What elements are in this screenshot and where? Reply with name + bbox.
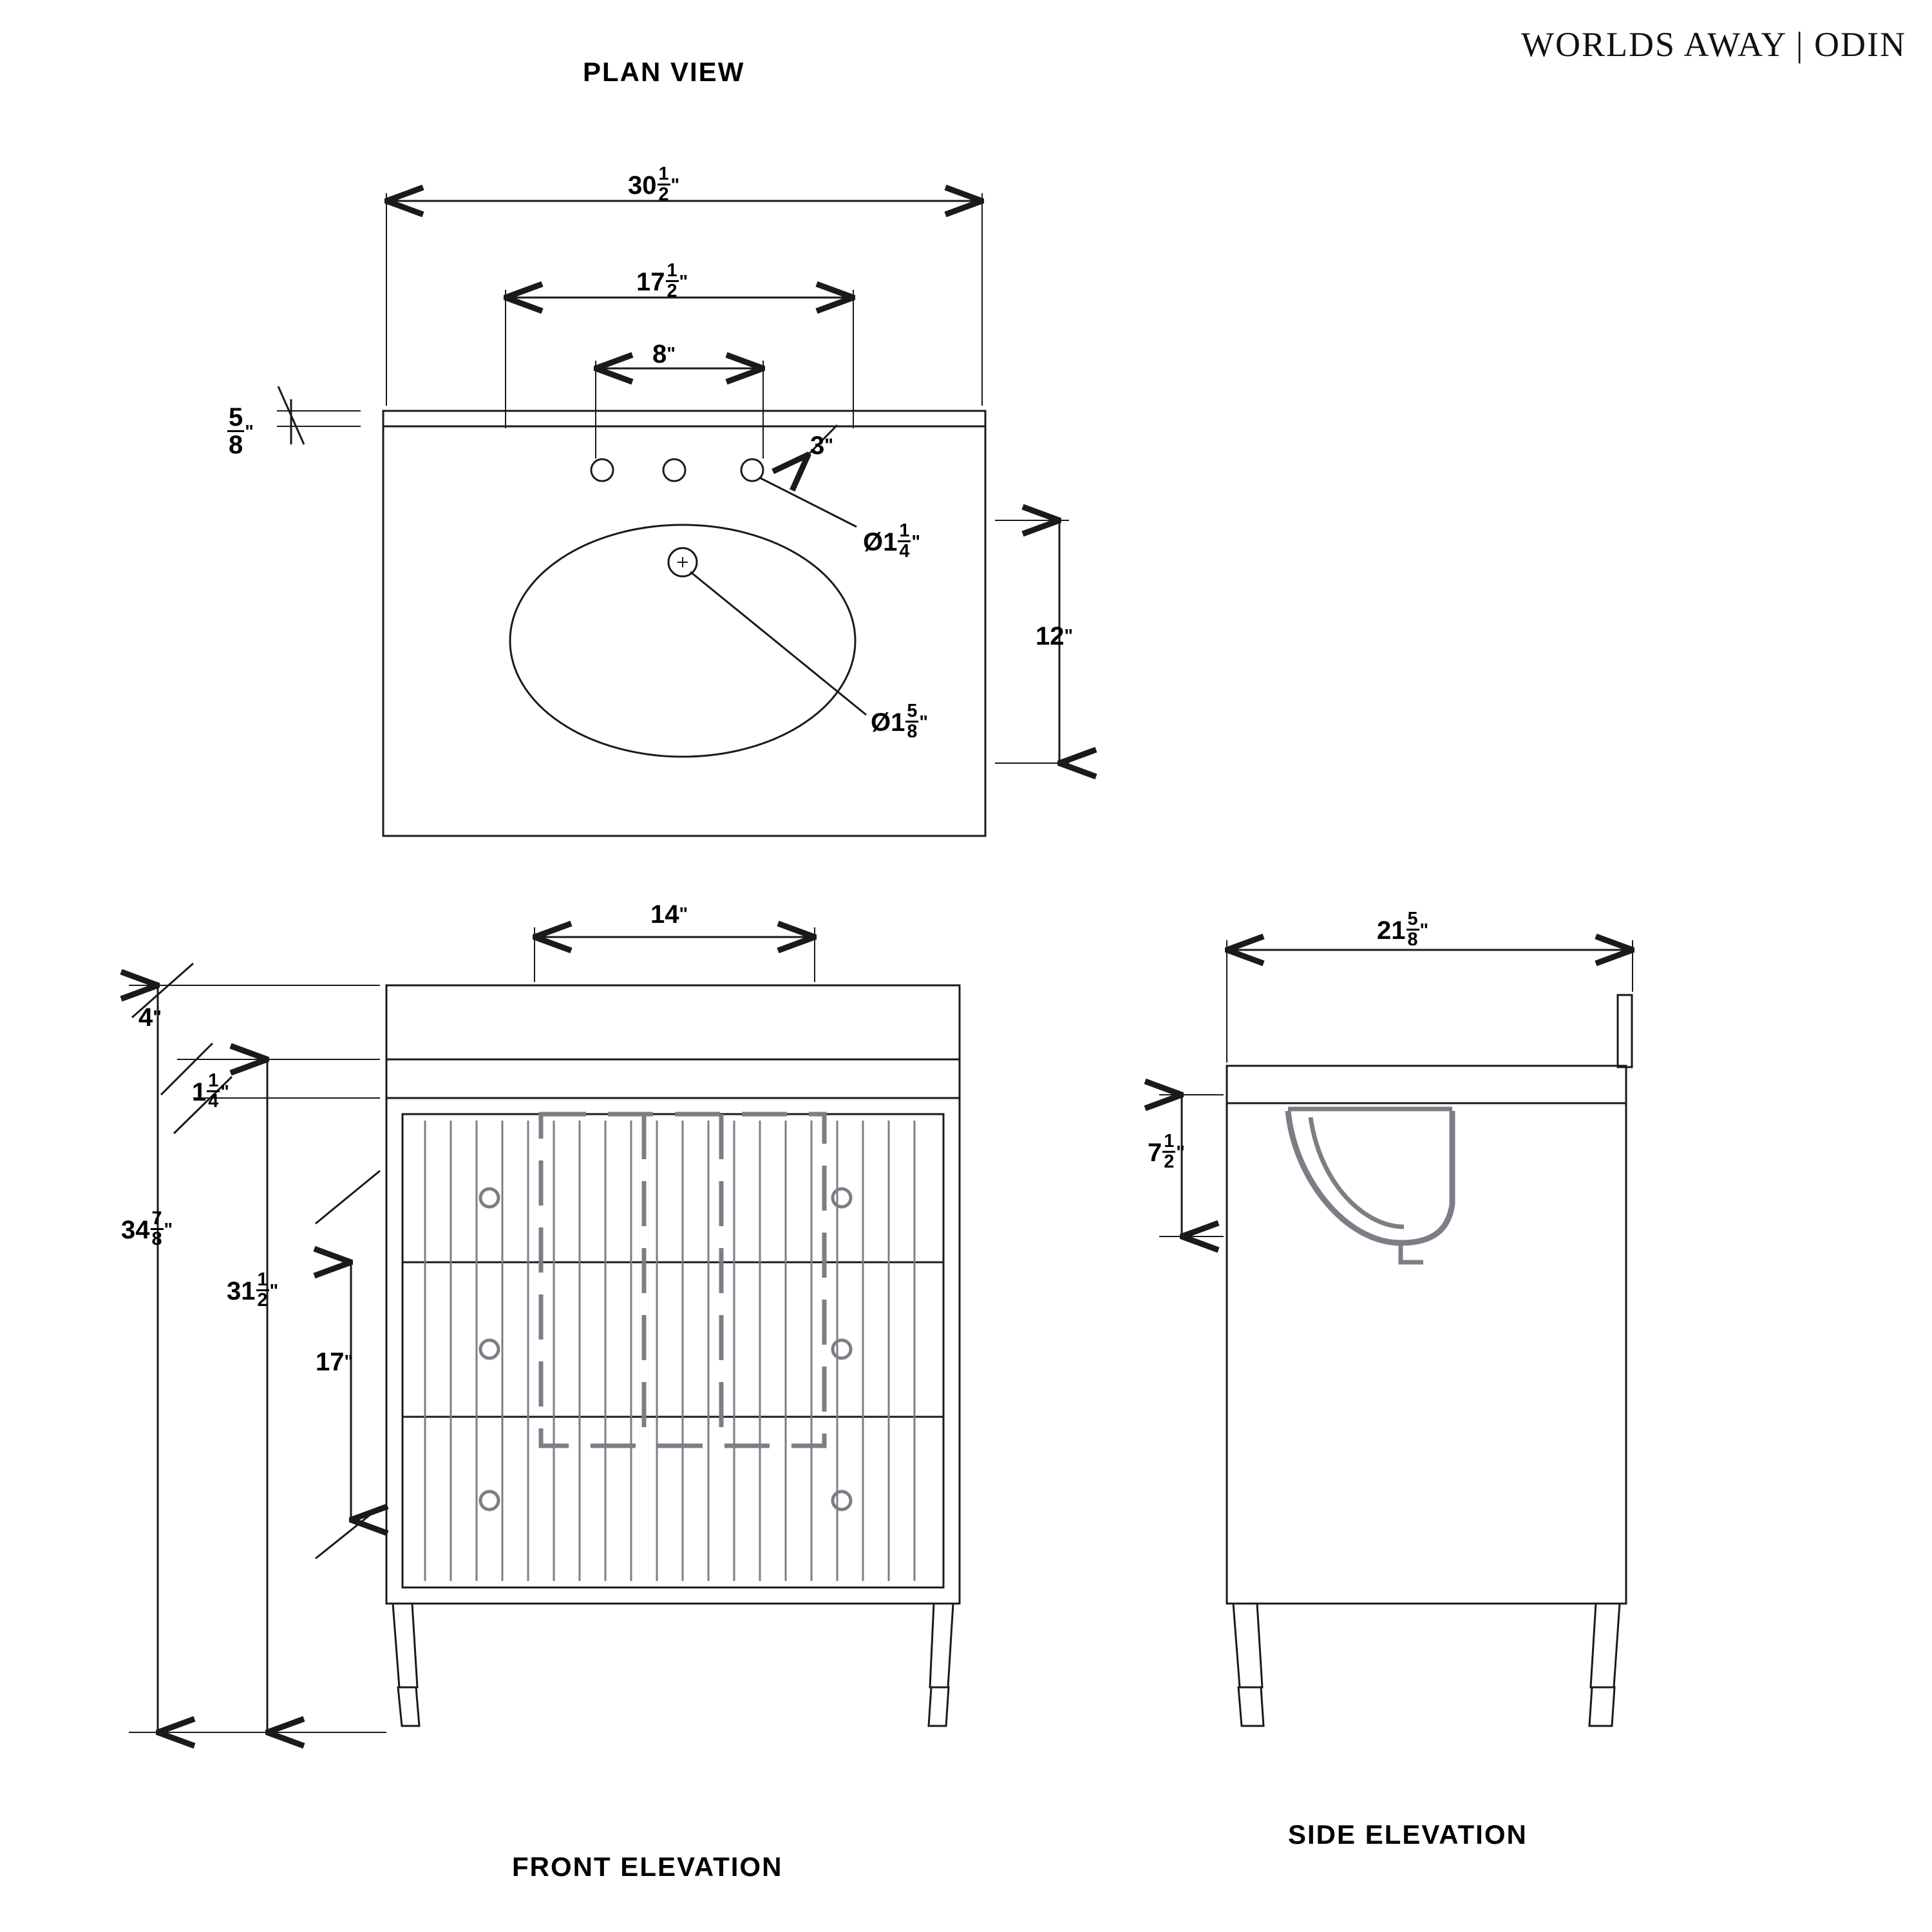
plan-view-title: PLAN VIEW [583, 57, 745, 87]
dim-plan-faucet-hole-dia: Ø1 $\frac{1}{4}$ " [863, 520, 921, 562]
dim-front-overall-height: 34 $\frac{7}{8}$ " [121, 1208, 173, 1249]
front-elevation-title: FRONT ELEVATION [512, 1852, 783, 1882]
dim-plan-backsplash-thickness: $\frac{5}{8}$ " [229, 403, 254, 459]
dim-plan-faucet-spread-inner: 8 " [652, 340, 676, 368]
dim-plan-drain-hole-dia: Ø1 $\frac{5}{8}$ " [871, 701, 929, 742]
dim-front-top-to-counter: 4 " [138, 1003, 162, 1032]
dim-front-cabinet-height: 31 $\frac{1}{2}$ " [227, 1269, 279, 1311]
dim-plan-depth: 12 " [1036, 622, 1074, 650]
dim-front-top-width: 14 " [650, 900, 688, 929]
dim-side-basin-depth: 7 $\frac{1}{2}$ " [1148, 1131, 1185, 1172]
dim-front-drawer-zone: 17 " [316, 1348, 354, 1376]
dim-plan-back-offset: 3 " [810, 431, 833, 460]
dim-plan-faucet-spread-outer: 17 $\frac{1}{2}$ " [636, 260, 688, 301]
dim-plan-overall-width: 30 $\frac{1}{2}$ " [628, 164, 680, 205]
side-elevation-title: SIDE ELEVATION [1288, 1819, 1528, 1850]
brand-logo: WORLDS AWAY | ODIN [1521, 25, 1906, 64]
dim-front-counter-thickness: 1 $\frac{1}{4}$ " [192, 1070, 229, 1112]
dim-side-depth: 21 $\frac{5}{8}$ " [1377, 909, 1429, 950]
